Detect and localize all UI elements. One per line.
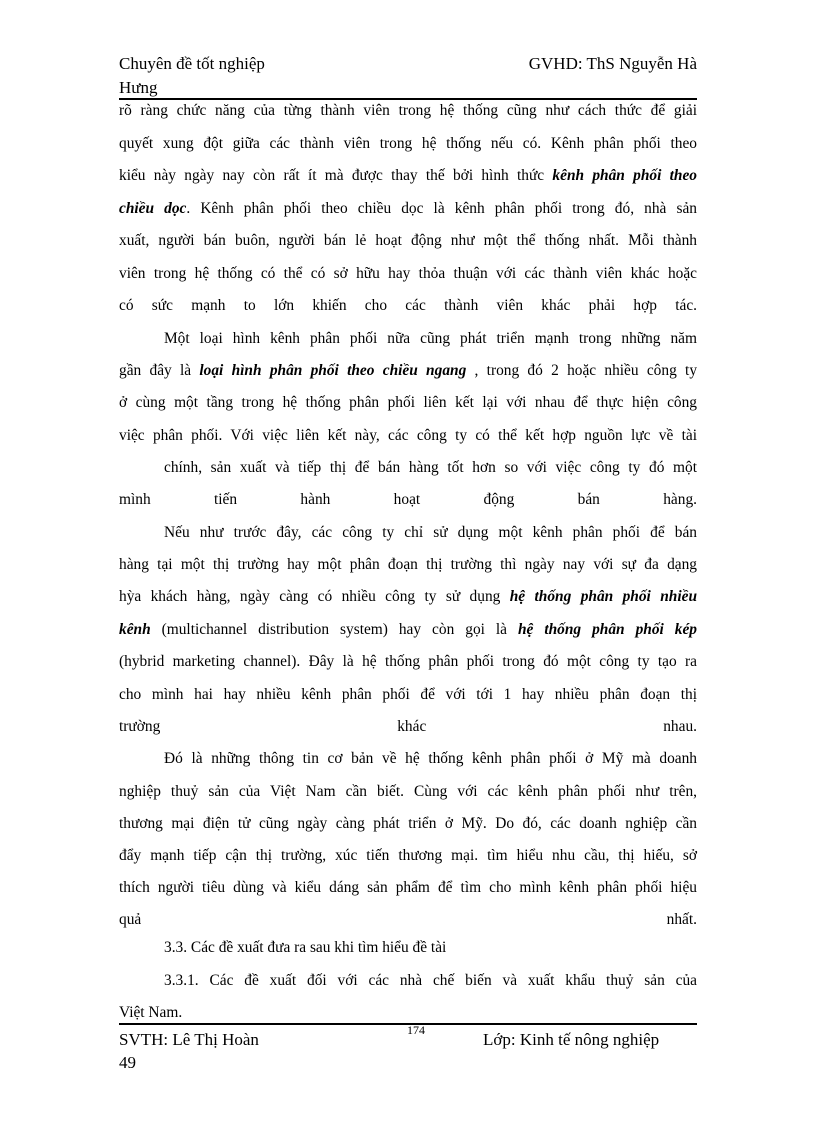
text-run: có sức mạnh to lớn khiến cho các thành viên khác phải hợp tác. [119, 297, 697, 314]
text-line [164, 971, 697, 991]
text-line [119, 555, 697, 575]
text-line [119, 296, 697, 316]
text-line [119, 910, 697, 930]
text-run: cho mình hai hay nhiều kênh phân phối để với tới 1 hay nhiều phân đoạn thị [119, 686, 697, 703]
footer-student-continuation: 49 [119, 1053, 136, 1072]
text-run: chính, sản xuất và tiếp thị để bán hàng tốt hơn so với việc công ty đó một [164, 459, 697, 476]
text-run: đẩy mạnh tiếp cận thị trường, xúc tiến thương mại. tìm hiểu nhu cầu, thị hiếu, sở [119, 847, 697, 864]
text-line [119, 101, 697, 121]
text-run: mình tiến hành hoạt động bán hàng. [119, 491, 697, 508]
text-run: . Kênh phân phối theo chiều dọc là kênh phân phối trong đó, nhà sản [186, 200, 697, 217]
text-line [119, 393, 697, 413]
text-run: quả nhất. [119, 911, 697, 928]
text-line [119, 231, 697, 251]
header-rule [119, 98, 697, 100]
text-run: , trong đó 2 hoặc nhiều công ty [466, 362, 698, 379]
text-line [119, 361, 697, 381]
text-line [119, 490, 697, 510]
text-line [119, 652, 697, 672]
header-advisor-continuation: Hưng [119, 78, 158, 97]
text-line [119, 717, 697, 737]
text-run: nghiệp thuỷ sản của Việt Nam cần biết. Cùng với các kênh phân phối như trên, [119, 783, 697, 800]
text-line [164, 749, 697, 769]
text-run: quyết xung đột giữa các thành viên trong hệ thống nếu có. Kênh phân phối theo [119, 135, 697, 152]
text-run: Đó là những thông tin cơ bản về hệ thống kênh phân phối ở Mỹ mà doanh [164, 750, 697, 767]
text-run: trường khác nhau. [119, 718, 697, 735]
text-run: gần đây là [119, 362, 200, 379]
footer-class: Lớp: Kinh tế nông nghiệp [483, 1030, 660, 1049]
page-number: 174 [407, 1023, 425, 1037]
text-line [119, 685, 697, 705]
text-run: rõ ràng chức năng của từng thành viên trong hệ thống cũng như cách thức để giải [119, 102, 697, 119]
emphasized-term: loại hình phân phối theo chiều ngang [199, 362, 467, 379]
emphasized-term: chiều dọc [119, 200, 187, 217]
text-run: Nếu như trước đây, các công ty chỉ sử dụng một kênh phân phối để bán [164, 524, 697, 541]
emphasized-term: kênh [119, 621, 151, 638]
text-line [119, 878, 697, 898]
emphasized-term: Việt Nam. [119, 1004, 183, 1021]
text-run: kiểu này ngày nay còn rất ít mà được thay thế bởi hình thức [119, 167, 553, 184]
text-line [164, 938, 697, 958]
emphasized-term: hệ thống phân phối nhiều [509, 588, 697, 605]
text-run: (hybrid marketing channel). Đây là hệ thống phân phối trong đó một công ty tạo ra [119, 653, 697, 670]
text-line [119, 264, 697, 284]
emphasized-term: kênh phân phối theo [552, 167, 697, 184]
text-line [119, 782, 697, 802]
text-line [164, 523, 697, 543]
text-line [119, 846, 697, 866]
text-run: thích người tiêu dùng và kiểu dáng sản phẩm để tìm cho mình kênh phân phối hiệu [119, 879, 697, 896]
text-line [164, 458, 697, 478]
text-run: thương mại điện tử cũng ngày càng phát triển ở Mỹ. Do đó, các doanh nghiệp cần [119, 815, 697, 832]
text-line [164, 329, 697, 349]
text-line [119, 587, 697, 607]
text-line [119, 134, 697, 154]
text-line [119, 199, 697, 219]
text-line [119, 166, 697, 186]
emphasized-term: 3.3.1. Các đề xuất đối với các nhà chế biến và xuất khẩu thuỷ sản của [164, 972, 697, 989]
text-line [119, 1003, 697, 1023]
emphasized-term: 3.3. Các đề xuất đưa ra sau khi tìm hiểu đề tài [164, 939, 447, 956]
text-run: Một loại hình kênh phân phối nữa cũng phát triển mạnh trong những năm [164, 330, 697, 347]
text-run: hỳa khách hàng, ngày càng có nhiều công ty sử dụng [119, 588, 510, 605]
text-line [119, 814, 697, 834]
header-advisor: GVHD: ThS Nguyễn Hà [528, 54, 697, 73]
emphasized-term: hệ thống phân phối kép [517, 621, 697, 638]
text-run: việc phân phối. Với việc liên kết này, các công ty có thể kết hợp nguồn lực về tài [119, 427, 697, 444]
text-line [119, 426, 697, 446]
text-run: viên trong hệ thống có thể có sở hữu hay thỏa thuận với các thành viên khác hoặc [119, 265, 697, 282]
text-run: ở cùng một tầng trong hệ thống phân phối liên kết lại với nhau để thực hiện công [119, 394, 697, 411]
text-line [119, 620, 697, 640]
header-course-title: Chuyên đề tốt nghiệp [119, 54, 265, 73]
footer-student: SVTH: Lê Thị Hoàn [119, 1030, 259, 1049]
text-run: xuất, người bán buôn, người bán lẻ hoạt động như một thể thống nhất. Mỗi thành [119, 232, 697, 249]
text-run: hàng tại một thị trường hay một phân đoạn thị trường thì ngày nay với sự đa dạng [119, 556, 697, 573]
text-run: (multichannel distribution system) hay còn gọi là [150, 621, 518, 638]
